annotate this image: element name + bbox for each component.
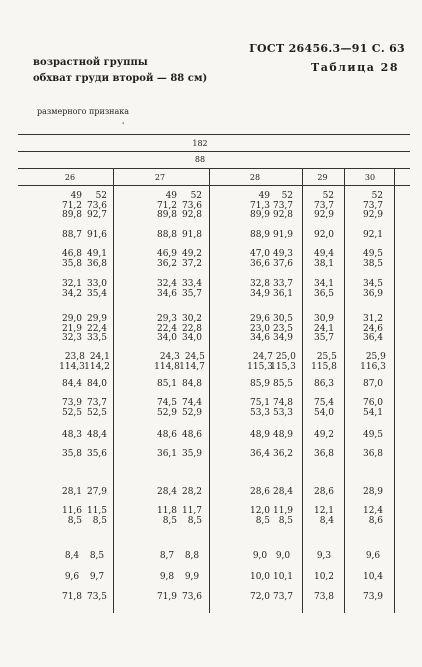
table-cell: 8,4 <box>64 551 80 561</box>
table-cell: 25,0 115,3 <box>270 352 296 372</box>
table-cell: 73,6 <box>181 592 203 602</box>
table-cell: 36,8 <box>362 449 384 459</box>
table-cell: 88,7 <box>61 230 83 240</box>
table-cell: 11,9 8,5 <box>272 506 294 526</box>
table-cell: 29,6 23,0 34,6 <box>249 314 271 343</box>
table-cell: 25,9 116,3 <box>360 352 386 372</box>
table-cell: 76,0 54,1 <box>362 398 384 418</box>
table-cell: 10,4 <box>362 572 384 582</box>
col-divider <box>113 168 114 613</box>
table-cell: 27,9 <box>86 487 108 497</box>
table-cell: 36,4 <box>249 449 271 459</box>
table-cell: 12,1 8,4 <box>313 506 335 526</box>
table-cell: 34,5 36,9 <box>362 279 384 299</box>
col-divider <box>302 168 303 613</box>
table-cell: 47,0 36,6 <box>249 249 271 269</box>
table-cell: 71,8 <box>61 592 83 602</box>
column-header: 27 <box>154 173 166 182</box>
rule-top <box>18 134 410 135</box>
table-cell: 49 71,2 89,8 <box>156 191 178 220</box>
table-cell: 91,6 <box>86 230 108 240</box>
table-cell: 25,5 115,8 <box>311 352 337 372</box>
table-cell: 33,0 35,4 <box>86 279 108 299</box>
table-cell: 29,9 22,4 33,5 <box>86 314 108 343</box>
table-cell: 8,7 <box>159 551 175 561</box>
header-top-value: 182 <box>192 139 208 148</box>
table-cell: 85,9 <box>249 379 271 389</box>
table-cell: 36,8 <box>313 449 335 459</box>
col-divider <box>344 168 345 613</box>
table-cell: 9,0 <box>275 551 291 561</box>
table-cell: 31,2 24,6 36,4 <box>362 314 384 343</box>
table-cell: 92,1 <box>362 230 384 240</box>
table-cell: 35,8 <box>61 449 83 459</box>
table-cell: 9,8 <box>159 572 175 582</box>
table-cell: 30,5 23,5 34,9 <box>272 314 294 343</box>
table-cell: 36,2 <box>272 449 294 459</box>
table-cell: 73,7 52,5 <box>86 398 108 418</box>
table-cell: 30,9 24,1 35,7 <box>313 314 335 343</box>
table-cell: 28,4 <box>156 487 178 497</box>
table-cell: 11,6 8,5 <box>61 506 83 526</box>
table-cell: 84,8 <box>181 379 203 389</box>
table-cell: 9,6 <box>64 572 80 582</box>
column-header: 28 <box>249 173 261 182</box>
table-cell: 34,1 36,5 <box>313 279 335 299</box>
table-cell: 35,6 <box>86 449 108 459</box>
table-cell: 24,5 114,7 <box>179 352 205 372</box>
table-cell: 72,0 <box>249 592 271 602</box>
table-cell: 46,8 35,8 <box>61 249 83 269</box>
header-mid-value: 88 <box>194 155 206 164</box>
table-cell: 49 71,2 89,8 <box>61 191 83 220</box>
table-cell: 52 73,7 92,9 <box>362 191 384 220</box>
table-cell: 23,8 114,3 <box>59 352 85 372</box>
tick-mark: ' <box>122 121 125 130</box>
table-cell: 88,9 <box>249 230 271 240</box>
table-cell: 75,4 54,0 <box>313 398 335 418</box>
table-cell: 10,1 <box>272 572 294 582</box>
table-cell: 91,8 <box>181 230 203 240</box>
table-cell: 30,2 22,8 34,0 <box>181 314 203 343</box>
table-cell: 8,5 <box>89 551 105 561</box>
header-line-1: возрастной группы <box>33 57 148 68</box>
table-cell: 73,7 <box>272 592 294 602</box>
table-cell: 28,9 <box>362 487 384 497</box>
table-cell: 84,0 <box>86 379 108 389</box>
table-cell: 29,0 21,9 32,3 <box>61 314 83 343</box>
table-cell: 92,0 <box>313 230 335 240</box>
table-cell: 9,3 <box>316 551 332 561</box>
table-cell: 8,8 <box>184 551 200 561</box>
col-divider <box>394 168 395 613</box>
header-line-2: обхват груди второй — 88 см) <box>33 73 208 84</box>
table-cell: 52 73,6 92,7 <box>86 191 108 220</box>
table-cell: 48,9 <box>272 430 294 440</box>
table-cell: 28,4 <box>272 487 294 497</box>
table-cell: 49,4 38,1 <box>313 249 335 269</box>
table-cell: 46,9 36,2 <box>156 249 178 269</box>
table-cell: 48,6 <box>156 430 178 440</box>
column-header: 26 <box>64 173 76 182</box>
table-cell: 49,2 <box>313 430 335 440</box>
table-cell: 28,1 <box>61 487 83 497</box>
table-cell: 73,9 <box>362 592 384 602</box>
table-cell: 86,3 <box>313 379 335 389</box>
table-cell: 10,0 <box>249 572 271 582</box>
table-cell: 12,4 8,6 <box>362 506 384 526</box>
column-header: 30 <box>364 173 376 182</box>
table-cell: 32,8 34,9 <box>249 279 271 299</box>
table-cell: 48,4 <box>86 430 108 440</box>
table-cell: 84,4 <box>61 379 83 389</box>
table-cell: 32,4 34,6 <box>156 279 178 299</box>
table-cell: 11,5 8,5 <box>86 506 108 526</box>
table-cell: 73,9 52,5 <box>61 398 83 418</box>
col-divider <box>209 168 210 613</box>
table-cell: 10,2 <box>313 572 335 582</box>
table-cell: 11,7 8,5 <box>181 506 203 526</box>
table-cell: 74,4 52,9 <box>181 398 203 418</box>
table-cell: 28,2 <box>181 487 203 497</box>
table-cell: 52 73,7 92,9 <box>313 191 335 220</box>
table-cell: 71,9 <box>156 592 178 602</box>
table-cell: 28,6 <box>249 487 271 497</box>
rule-3 <box>18 168 410 169</box>
table-cell: 73,5 <box>86 592 108 602</box>
rule-2 <box>18 151 410 152</box>
table-cell: 52 73,7 92,8 <box>272 191 294 220</box>
table-cell: 73,8 <box>313 592 335 602</box>
table-label: Таблица 28 <box>311 61 399 74</box>
table-cell: 49,5 38,5 <box>362 249 384 269</box>
table-cell: 49 71,3 89,9 <box>249 191 271 220</box>
table-cell: 9,6 <box>365 551 381 561</box>
table-cell: 49,2 37,2 <box>181 249 203 269</box>
table-subtitle: размерного признака <box>37 107 130 116</box>
table-cell: 12,0 8,5 <box>249 506 271 526</box>
table-cell: 91,9 <box>272 230 294 240</box>
table-cell: 75,1 53,3 <box>249 398 271 418</box>
table-cell: 11,8 8,5 <box>156 506 178 526</box>
table-cell: 74,5 52,9 <box>156 398 178 418</box>
table-cell: 74,8 53,3 <box>272 398 294 418</box>
table-cell: 85,1 <box>156 379 178 389</box>
table-cell: 85,5 <box>272 379 294 389</box>
table-cell: 49,3 37,6 <box>272 249 294 269</box>
table-cell: 9,7 <box>89 572 105 582</box>
table-cell: 28,6 <box>313 487 335 497</box>
table-cell: 24,7 115,3 <box>247 352 273 372</box>
table-cell: 33,7 36,1 <box>272 279 294 299</box>
table-cell: 32,1 34,2 <box>61 279 83 299</box>
column-header: 29 <box>317 173 328 182</box>
table-cell: 9,0 <box>252 551 268 561</box>
table-cell: 33,4 35,7 <box>181 279 203 299</box>
table-cell: 48,6 <box>181 430 203 440</box>
table-cell: 36,1 <box>156 449 178 459</box>
table-cell: 48,9 <box>249 430 271 440</box>
table-cell: 24,1 114,2 <box>84 352 110 372</box>
table-cell: 35,9 <box>181 449 203 459</box>
rule-4 <box>18 185 410 186</box>
table-cell: 49,1 36,8 <box>86 249 108 269</box>
table-cell: 88,8 <box>156 230 178 240</box>
table-cell: 29,3 22,4 34,0 <box>156 314 178 343</box>
table-cell: 52 73,6 92,8 <box>181 191 203 220</box>
table-cell: 9,9 <box>184 572 200 582</box>
table-cell: 49,5 <box>362 430 384 440</box>
table-cell: 48,3 <box>61 430 83 440</box>
table-cell: 24,3 114,8 <box>154 352 180 372</box>
document-code: ГОСТ 26456.3—91 С. 63 <box>249 42 405 55</box>
table-cell: 87,0 <box>362 379 384 389</box>
